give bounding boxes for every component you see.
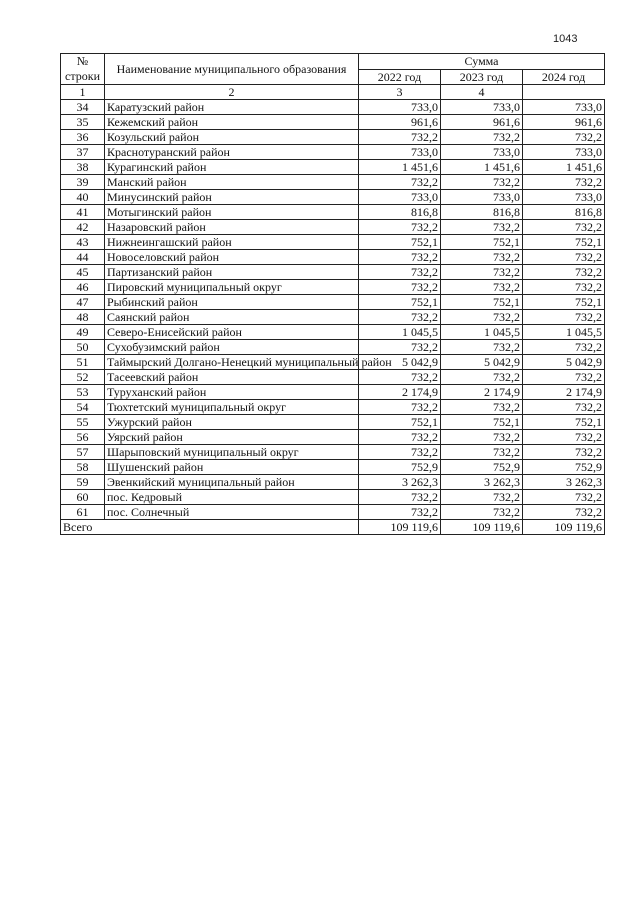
value-2024: 733,0 xyxy=(523,100,605,115)
value-2023: 732,2 xyxy=(441,265,523,280)
value-2022: 732,2 xyxy=(359,340,441,355)
value-2022: 732,2 xyxy=(359,505,441,520)
value-2022: 732,2 xyxy=(359,265,441,280)
row-number: 59 xyxy=(61,475,105,490)
value-2024: 732,2 xyxy=(523,130,605,145)
municipality-name: Саянский район xyxy=(105,310,359,325)
table-row xyxy=(61,475,605,490)
value-2024: 752,1 xyxy=(523,415,605,430)
municipality-name: Сухобузимский район xyxy=(105,340,359,355)
row-number: 60 xyxy=(61,490,105,505)
table-row xyxy=(61,280,605,295)
municipality-name: Шушенский район xyxy=(105,460,359,475)
value-2022: 752,1 xyxy=(359,235,441,250)
value-2022: 961,6 xyxy=(359,115,441,130)
value-2022: 732,2 xyxy=(359,400,441,415)
table-row xyxy=(61,160,605,175)
municipality-name: Эвенкийский муниципальный район xyxy=(105,475,359,490)
value-2024: 733,0 xyxy=(523,145,605,160)
row-number: 41 xyxy=(61,205,105,220)
table-row xyxy=(61,310,605,325)
value-2023: 732,2 xyxy=(441,430,523,445)
row-number: 51 xyxy=(61,355,105,370)
table-body xyxy=(61,100,605,535)
value-2023: 732,2 xyxy=(441,340,523,355)
column-index: 3 xyxy=(359,85,441,100)
header-year-2023: 2023 год xyxy=(441,69,523,85)
value-2024: 732,2 xyxy=(523,220,605,235)
row-number: 43 xyxy=(61,235,105,250)
value-2022: 5 042,9 xyxy=(359,355,441,370)
table-row xyxy=(61,115,605,130)
row-number: 52 xyxy=(61,370,105,385)
table-row xyxy=(61,190,605,205)
table-row xyxy=(61,130,605,145)
value-2022: 732,2 xyxy=(359,430,441,445)
value-2024: 752,1 xyxy=(523,295,605,310)
value-2024: 732,2 xyxy=(523,400,605,415)
row-number: 47 xyxy=(61,295,105,310)
municipality-name: Партизанский район xyxy=(105,265,359,280)
total-label: Всего xyxy=(61,520,359,535)
value-2023: 732,2 xyxy=(441,250,523,265)
value-2024: 816,8 xyxy=(523,205,605,220)
municipality-name: Ужурский район xyxy=(105,415,359,430)
table-row xyxy=(61,505,605,520)
municipality-name: Нижнеингашский район xyxy=(105,235,359,250)
value-2023: 3 262,3 xyxy=(441,475,523,490)
table-row xyxy=(61,415,605,430)
municipality-name: Рыбинский район xyxy=(105,295,359,310)
value-2023: 732,2 xyxy=(441,445,523,460)
municipality-name: Краснотуранский район xyxy=(105,145,359,160)
column-index: 2 xyxy=(105,85,359,100)
municipality-name: Кежемский район xyxy=(105,115,359,130)
table-row xyxy=(61,445,605,460)
value-2022: 1 045,5 xyxy=(359,325,441,340)
municipality-name: Шарыповский муниципальный округ xyxy=(105,445,359,460)
municipality-name: Северо-Енисейский район xyxy=(105,325,359,340)
row-number: 46 xyxy=(61,280,105,295)
municipality-name: Туруханский район xyxy=(105,385,359,400)
column-index: 4 xyxy=(441,85,523,100)
value-2023: 732,2 xyxy=(441,370,523,385)
budget-table xyxy=(60,53,605,535)
row-number: 50 xyxy=(61,340,105,355)
table-row xyxy=(61,430,605,445)
total-2022: 109 119,6 xyxy=(359,520,441,535)
value-2023: 732,2 xyxy=(441,220,523,235)
municipality-name: Мотыгинский район xyxy=(105,205,359,220)
value-2022: 732,2 xyxy=(359,130,441,145)
value-2022: 733,0 xyxy=(359,190,441,205)
value-2023: 732,2 xyxy=(441,490,523,505)
value-2024: 1 045,5 xyxy=(523,325,605,340)
value-2023: 752,1 xyxy=(441,295,523,310)
row-number: 38 xyxy=(61,160,105,175)
column-index: 1 xyxy=(61,85,105,100)
municipality-name: пос. Кедровый xyxy=(105,490,359,505)
header-year-2024: 2024 год xyxy=(523,69,605,85)
value-2023: 752,1 xyxy=(441,415,523,430)
value-2023: 732,2 xyxy=(441,280,523,295)
row-number: 37 xyxy=(61,145,105,160)
municipality-name: Курагинский район xyxy=(105,160,359,175)
table-row xyxy=(61,400,605,415)
row-number: 34 xyxy=(61,100,105,115)
value-2024: 961,6 xyxy=(523,115,605,130)
value-2024: 732,2 xyxy=(523,370,605,385)
value-2024: 5 042,9 xyxy=(523,355,605,370)
row-number: 56 xyxy=(61,430,105,445)
value-2022: 752,9 xyxy=(359,460,441,475)
value-2022: 732,2 xyxy=(359,310,441,325)
table-row xyxy=(61,370,605,385)
municipality-name: Уярский район xyxy=(105,430,359,445)
municipality-name: Каратузский район xyxy=(105,100,359,115)
table-row xyxy=(61,250,605,265)
value-2022: 732,2 xyxy=(359,445,441,460)
value-2023: 733,0 xyxy=(441,145,523,160)
table-row xyxy=(61,175,605,190)
municipality-name: Тюхтетский муниципальный округ xyxy=(105,400,359,415)
value-2024: 732,2 xyxy=(523,175,605,190)
value-2023: 733,0 xyxy=(441,190,523,205)
page-number: 1043 xyxy=(553,33,578,45)
table-row xyxy=(61,490,605,505)
value-2024: 3 262,3 xyxy=(523,475,605,490)
row-number: 54 xyxy=(61,400,105,415)
value-2024: 733,0 xyxy=(523,190,605,205)
row-number: 40 xyxy=(61,190,105,205)
value-2023: 816,8 xyxy=(441,205,523,220)
municipality-name: пос. Солнечный xyxy=(105,505,359,520)
value-2023: 961,6 xyxy=(441,115,523,130)
value-2024: 732,2 xyxy=(523,445,605,460)
value-2022: 733,0 xyxy=(359,145,441,160)
value-2022: 3 262,3 xyxy=(359,475,441,490)
value-2022: 2 174,9 xyxy=(359,385,441,400)
value-2024: 732,2 xyxy=(523,430,605,445)
row-number: 48 xyxy=(61,310,105,325)
value-2023: 5 042,9 xyxy=(441,355,523,370)
municipality-name: Пировский муниципальный округ xyxy=(105,280,359,295)
value-2023: 752,1 xyxy=(441,235,523,250)
total-row xyxy=(61,520,605,535)
table-row xyxy=(61,355,605,370)
municipality-name: Таймырский Долгано-Ненецкий муниципальный район xyxy=(105,355,359,370)
value-2023: 752,9 xyxy=(441,460,523,475)
row-number: 57 xyxy=(61,445,105,460)
header-row-number: № строки xyxy=(61,54,105,85)
table-row xyxy=(61,220,605,235)
municipality-name: Минусинский район xyxy=(105,190,359,205)
value-2023: 732,2 xyxy=(441,505,523,520)
row-number: 42 xyxy=(61,220,105,235)
value-2023: 732,2 xyxy=(441,310,523,325)
table-row xyxy=(61,265,605,280)
value-2023: 732,2 xyxy=(441,130,523,145)
value-2024: 732,2 xyxy=(523,310,605,325)
municipality-name: Назаровский район xyxy=(105,220,359,235)
row-number: 39 xyxy=(61,175,105,190)
value-2023: 732,2 xyxy=(441,400,523,415)
table-row xyxy=(61,340,605,355)
header-sum: Сумма xyxy=(359,54,605,70)
value-2023: 733,0 xyxy=(441,100,523,115)
value-2022: 732,2 xyxy=(359,490,441,505)
table-row xyxy=(61,235,605,250)
value-2024: 732,2 xyxy=(523,490,605,505)
value-2023: 732,2 xyxy=(441,175,523,190)
table-row xyxy=(61,145,605,160)
table-row xyxy=(61,205,605,220)
row-number: 55 xyxy=(61,415,105,430)
municipality-name: Тасеевский район xyxy=(105,370,359,385)
value-2022: 732,2 xyxy=(359,175,441,190)
table-row xyxy=(61,295,605,310)
value-2022: 752,1 xyxy=(359,415,441,430)
row-number: 49 xyxy=(61,325,105,340)
header-name: Наименование муниципального образования xyxy=(105,54,359,85)
table-row xyxy=(61,100,605,115)
value-2023: 2 174,9 xyxy=(441,385,523,400)
value-2024: 732,2 xyxy=(523,340,605,355)
value-2024: 2 174,9 xyxy=(523,385,605,400)
header-year-2022: 2022 год xyxy=(359,69,441,85)
value-2022: 732,2 xyxy=(359,370,441,385)
value-2022: 732,2 xyxy=(359,220,441,235)
value-2024: 732,2 xyxy=(523,265,605,280)
table-row xyxy=(61,385,605,400)
row-number: 45 xyxy=(61,265,105,280)
value-2022: 733,0 xyxy=(359,100,441,115)
municipality-name: Новоселовский район xyxy=(105,250,359,265)
value-2022: 732,2 xyxy=(359,250,441,265)
value-2024: 732,2 xyxy=(523,505,605,520)
row-number: 58 xyxy=(61,460,105,475)
value-2024: 732,2 xyxy=(523,250,605,265)
total-2023: 109 119,6 xyxy=(441,520,523,535)
total-2024: 109 119,6 xyxy=(523,520,605,535)
value-2024: 732,2 xyxy=(523,280,605,295)
row-number: 36 xyxy=(61,130,105,145)
row-number: 35 xyxy=(61,115,105,130)
value-2022: 732,2 xyxy=(359,280,441,295)
row-number: 61 xyxy=(61,505,105,520)
value-2022: 1 451,6 xyxy=(359,160,441,175)
row-number: 44 xyxy=(61,250,105,265)
value-2022: 752,1 xyxy=(359,295,441,310)
municipality-name: Манский район xyxy=(105,175,359,190)
row-number: 53 xyxy=(61,385,105,400)
table-row xyxy=(61,325,605,340)
value-2022: 816,8 xyxy=(359,205,441,220)
table-row xyxy=(61,460,605,475)
value-2023: 1 045,5 xyxy=(441,325,523,340)
value-2023: 1 451,6 xyxy=(441,160,523,175)
value-2024: 1 451,6 xyxy=(523,160,605,175)
value-2024: 752,9 xyxy=(523,460,605,475)
municipality-name: Козульский район xyxy=(105,130,359,145)
value-2024: 752,1 xyxy=(523,235,605,250)
